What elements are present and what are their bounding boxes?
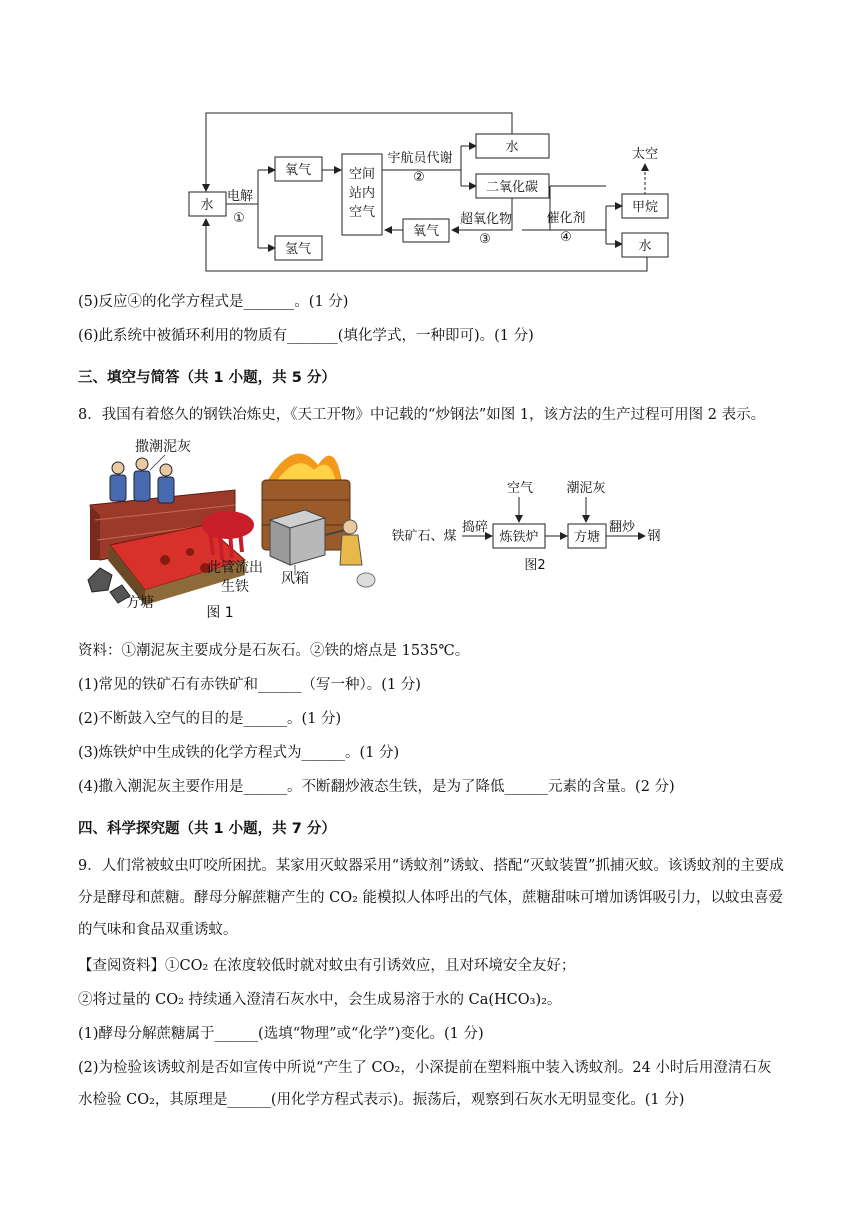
space-label: 太空: [631, 147, 659, 162]
reaction-4-label: ④: [560, 230, 572, 245]
water-left-box: 水: [200, 198, 214, 213]
section-3-heading: 三、填空与简答（共 1 小题，共 5 分）: [78, 370, 336, 386]
q9-reference-2: ②将过量的 CO₂ 持续通入澄清石灰水中，会生成易溶于水的 Ca(HCO₃)₂。: [78, 992, 562, 1008]
q9-intro: 9．人们常被蚊虫叮咬所困扰。某家用灭蚊器采用“诱蚊剂”诱蚊、搭配“灭蚊装置”抓捕灭蚊。该诱蚊剂的主要成分是酵母和蔗糖。酵母分解蔗糖产生的 CO₂ 能模拟人体呼出的气体，蔗糖甜味可增加诱饵吸引力，以蚊虫喜爱的气味和食品双重诱蚊。: [78, 858, 784, 938]
water-top-box: 水: [505, 140, 519, 155]
q9-part1: (1)酵母分解蔗糖属于______(选填“物理”或“化学”)变化。(1 分): [78, 1026, 484, 1042]
water-right-box: 水: [638, 239, 652, 254]
section-4-heading: 四、科学探究题（共 1 小题，共 7 分）: [78, 821, 336, 837]
hydrogen-box: 氢气: [284, 242, 312, 257]
metabolism-label: 宇航员代谢: [387, 151, 453, 166]
air-label: 空气: [506, 481, 534, 496]
q7-part6: (6)此系统中被循环利用的物质有_______(填化学式，一种即可)。(1 分): [78, 328, 534, 344]
furnace-box: 炼铁炉: [499, 530, 539, 545]
methane-box: 甲烷: [631, 200, 659, 215]
label-bellows: 风箱: [281, 571, 309, 587]
space-station-cycle-diagram: [0, 100, 860, 280]
mud-ash-label: 潮泥灰: [566, 481, 606, 496]
q8-part3: (3)炼铁炉中生成铁的化学方程式为______。(1 分): [78, 745, 400, 761]
q7-part5: (5)反应④的化学方程式是_______。(1 分): [78, 294, 349, 310]
q8-intro: 8．我国有着悠久的钢铁冶炼史，《天工开物》中记载的“炒钢法”如图 1，该方法的生产过程可用图 2 表示。: [78, 407, 766, 423]
superoxide-label: 超氧化物: [459, 212, 513, 227]
q8-part4: (4)撒入潮泥灰主要作用是______。不断翻炒液态生铁，是为了降低______元素的含量。(2 分): [78, 779, 675, 795]
oxygen-top-box: 氧气: [284, 163, 312, 178]
figure-1-illustration: [0, 430, 400, 630]
label-pipe-line1: 此管流出: [207, 560, 263, 576]
ore-coal-label: 铁矿石、煤: [391, 529, 457, 544]
co2-box: 二氧化碳: [485, 180, 539, 195]
reaction-2-label: ②: [413, 170, 425, 185]
figure-2-process-flow: [380, 470, 690, 580]
q8-part2: (2)不断鼓入空气的目的是______。(1 分): [78, 711, 342, 727]
bellows-worker-image: [340, 520, 375, 587]
electrolysis-label: 电解: [226, 189, 254, 204]
reaction-1-label: ①: [233, 211, 245, 226]
label-pipe-line2: 生铁: [221, 579, 249, 595]
station-air-line2: 站内: [348, 186, 376, 201]
q8-material: 资料：①潮泥灰主要成分是石灰石。②铁的熔点是 1535℃。: [78, 643, 470, 659]
q9-reference-1: 【查阅资料】①CO₂ 在浓度较低时就对蚊虫有引诱效应，且对环境安全友好；: [78, 958, 576, 974]
label-square-pond: 方塘: [126, 595, 154, 611]
reaction-3-label: ③: [479, 232, 491, 247]
pond-box: 方塘: [573, 530, 601, 545]
stir-fry-label: 翻炒: [608, 520, 636, 535]
figure-1-caption: 图 1: [206, 605, 234, 621]
steel-label: 钢: [647, 529, 661, 544]
oxygen-mid-box: 氧气: [412, 224, 440, 239]
q8-part1: (1)常见的铁矿石有赤铁矿和______（写一种）。(1 分): [78, 677, 421, 693]
q9-part2: (2)为检验该诱蚊剂是否如宣传中所说“产生了 CO₂，小深提前在塑料瓶中装入诱蚊剂。24 小时后用澄清石灰水检验 CO₂，其原理是______(用化学方程式表示)。振荡后，观察到石灰水无明显变化。(1 分): [78, 1060, 772, 1108]
workers-image: [110, 458, 174, 503]
catalyst-label: 催化剂: [546, 211, 586, 226]
label-scatter-mud-ash: 撒潮泥灰: [135, 439, 191, 455]
figure-2-caption: 图2: [524, 558, 546, 573]
station-air-line3: 空气: [348, 205, 376, 220]
station-air-line1: 空间: [348, 167, 376, 182]
crush-label: 捣碎: [461, 520, 489, 535]
